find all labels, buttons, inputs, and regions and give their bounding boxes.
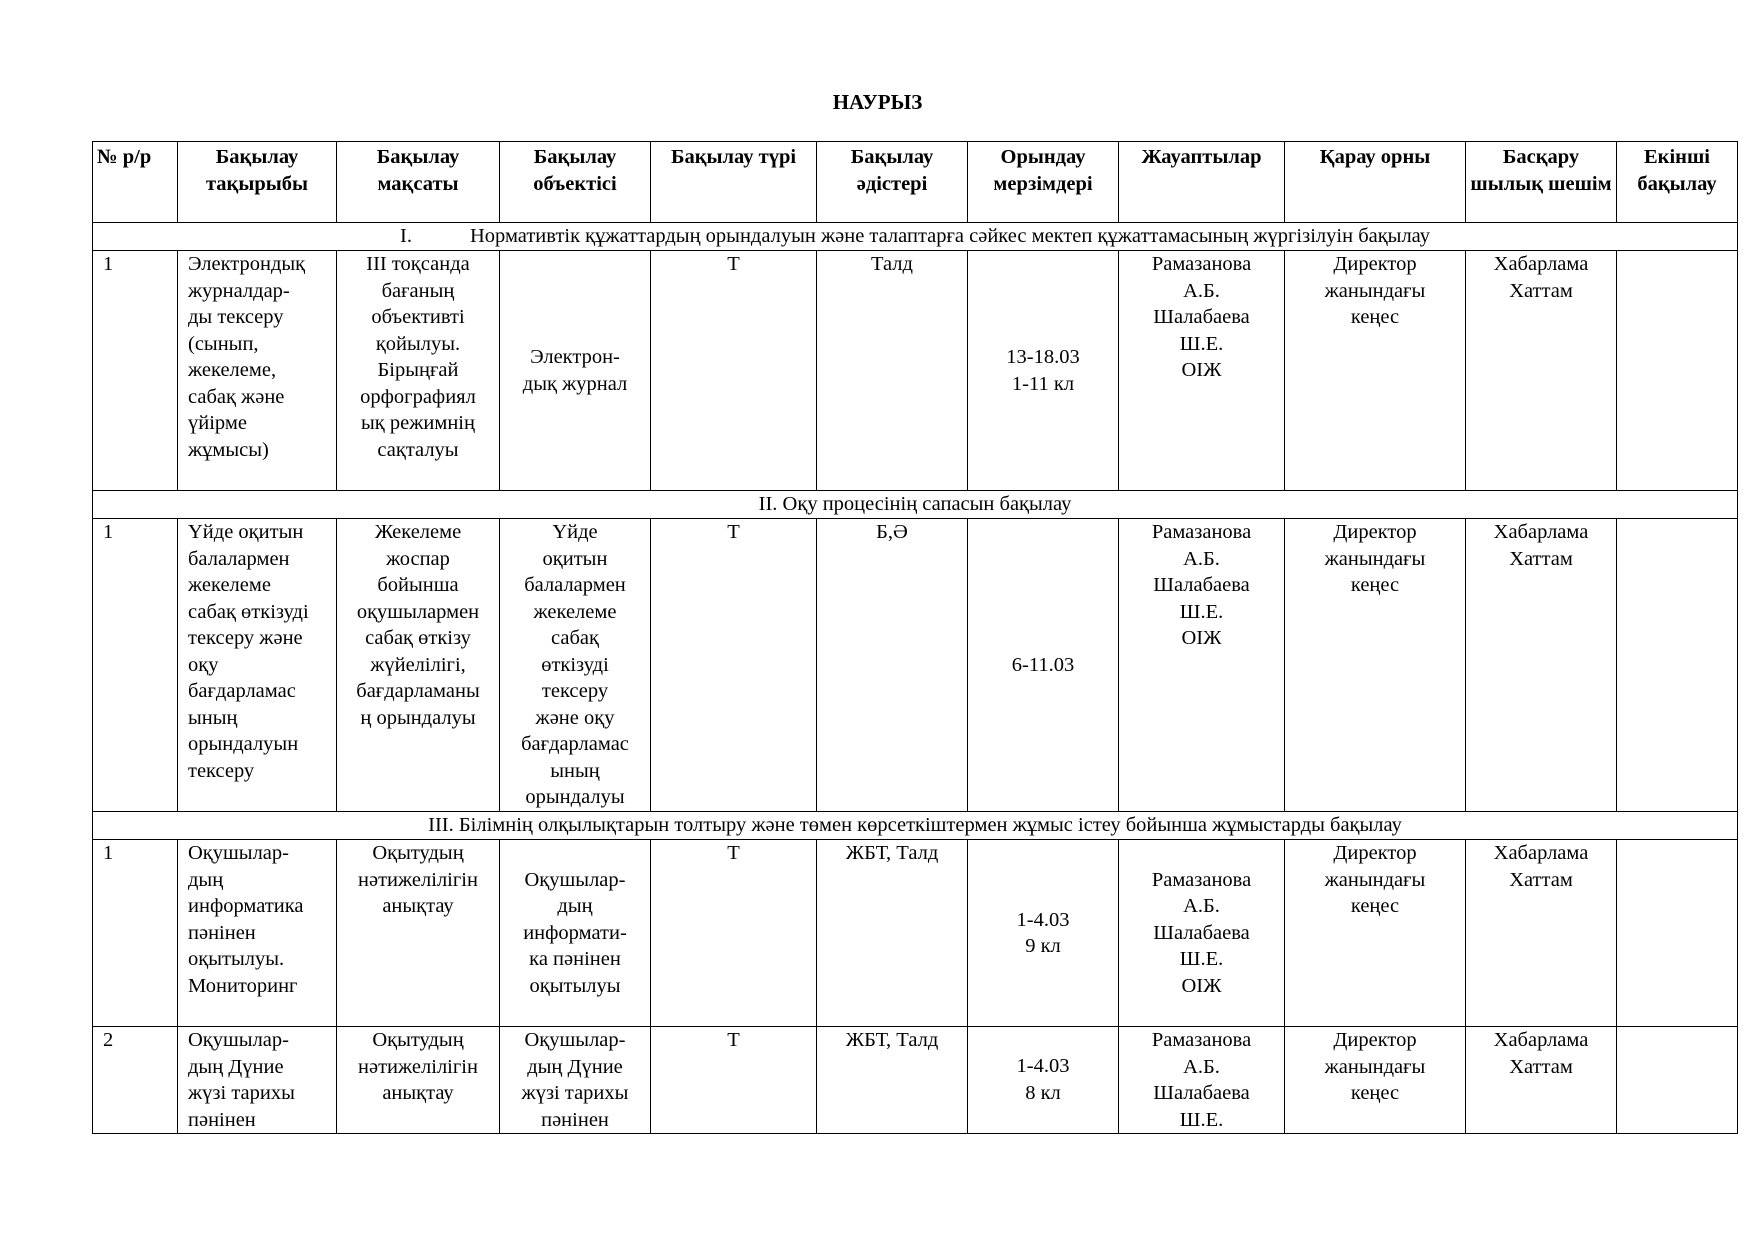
cell-line: Шалабаева xyxy=(1153,574,1250,596)
cell-line: ОІЖ xyxy=(1181,627,1222,649)
cell-line: сабақ xyxy=(551,627,599,649)
cell-line: жүзі тарихы xyxy=(188,1082,295,1104)
section-title-1 xyxy=(93,223,1738,251)
cell-line: Хаттам xyxy=(1509,1055,1573,1078)
table-row xyxy=(93,251,1738,491)
cell-decision xyxy=(1466,519,1617,812)
cell-line: қойылуы. xyxy=(375,332,461,355)
cell-line: Директор xyxy=(1333,521,1417,543)
cell-methods: ЖБТ, Талд xyxy=(817,1027,968,1134)
header-responsible: Жауаптылар xyxy=(1119,142,1285,223)
row-number: 1 xyxy=(93,840,178,1027)
cell-line: ының xyxy=(188,706,238,729)
cell-line: ОІЖ xyxy=(1181,974,1222,997)
dates-lines xyxy=(972,1053,1114,1106)
cell-line: оқу xyxy=(188,653,219,676)
cell-methods: Талд xyxy=(817,251,968,491)
cell-line: ка пәнінен xyxy=(529,948,621,971)
cell-line: жүйелілігі, xyxy=(370,653,466,676)
cell-responsible xyxy=(1119,1027,1285,1134)
cell-line: бағдарламас xyxy=(521,733,629,755)
cell-line: Оқушылар- xyxy=(524,1029,626,1051)
section-row xyxy=(93,812,1738,840)
header-object: Бақылау объектісі xyxy=(500,142,651,223)
header-dates: Орындау мерзімдері xyxy=(968,142,1119,223)
cell-line: Оқытудың xyxy=(372,842,464,864)
section-title-2: II. Оқу процесінің сапасын бақылау xyxy=(93,491,1738,519)
cell-line: Хабарлама xyxy=(1493,1029,1589,1051)
cell-line: А.Б. xyxy=(1183,279,1220,302)
cell-line: ОІЖ xyxy=(1181,359,1222,381)
cell-line: Директор xyxy=(1333,253,1417,275)
cell-line: Шалабаева xyxy=(1153,306,1250,328)
cell-type: Т xyxy=(651,1027,817,1134)
cell-methods: Б,Ә xyxy=(817,519,968,812)
cell-line: жанындағы xyxy=(1324,1055,1426,1078)
cell-line: Хабарлама xyxy=(1493,842,1589,864)
cell-line: жанындағы xyxy=(1324,279,1426,302)
row-number: 2 xyxy=(93,1027,178,1134)
cell-line: орындалуын xyxy=(188,733,299,755)
cell-line: Шалабаева xyxy=(1153,921,1250,944)
table-row xyxy=(93,840,1738,1027)
cell-responsible xyxy=(1119,519,1285,812)
cell-line: ң орындалуы xyxy=(360,706,476,729)
cell-line: информатика xyxy=(188,895,304,917)
cell-line: 13-18.03 xyxy=(1006,346,1080,368)
cell-line: Оқушылар- xyxy=(188,842,289,864)
cell-object xyxy=(500,840,651,1027)
header-methods: Бақылау әдістері xyxy=(817,142,968,223)
cell-line: оқитын xyxy=(542,547,608,570)
cell-line: нәтижелілігін xyxy=(358,1055,478,1078)
header-second: Екінші бақылау xyxy=(1617,142,1738,223)
cell-line: 9 кл xyxy=(1025,935,1061,957)
cell-responsible xyxy=(1119,840,1285,1027)
cell-line: А.Б. xyxy=(1183,547,1220,570)
cell-responsible xyxy=(1119,251,1285,491)
cell-second xyxy=(1617,251,1738,491)
cell-line: Хаттам xyxy=(1509,547,1573,570)
cell-line: анықтау xyxy=(382,895,454,917)
cell-line: кеңес xyxy=(1350,895,1400,917)
cell-goal xyxy=(337,1027,500,1134)
cell-line: Хабарлама xyxy=(1493,253,1589,275)
header-decision: Басқару шылық шешім xyxy=(1466,142,1617,223)
cell-line: кеңес xyxy=(1350,574,1400,596)
cell-line: орфографиял xyxy=(360,385,476,408)
cell-review xyxy=(1285,251,1466,491)
cell-line: Ш.Е. xyxy=(1179,600,1224,623)
cell-line: Үйде xyxy=(552,521,598,543)
cell-line: Рамазанова xyxy=(1151,253,1252,275)
header-type: Бақылау түрі xyxy=(651,142,817,223)
cell-line: 1-4.03 xyxy=(1016,908,1070,931)
cell-methods: ЖБТ, Талд xyxy=(817,840,968,1027)
cell-review xyxy=(1285,519,1466,812)
cell-line: Директор xyxy=(1333,842,1417,864)
cell-line: Рамазанова xyxy=(1151,868,1252,891)
cell-line: 1-11 кл xyxy=(1011,372,1075,395)
cell-type: Т xyxy=(651,519,817,812)
section-row xyxy=(93,491,1738,519)
cell-line: тексеру xyxy=(188,759,255,782)
header-topic: Бақылау тақырыбы xyxy=(178,142,337,223)
cell-line: кеңес xyxy=(1350,306,1400,328)
cell-decision xyxy=(1466,251,1617,491)
cell-line: пәнінен xyxy=(188,921,256,944)
cell-object xyxy=(500,251,651,491)
cell-line: Оқушылар- xyxy=(188,1029,289,1051)
section-row xyxy=(93,223,1738,251)
cell-line: дың Дүние xyxy=(188,1055,284,1078)
cell-goal xyxy=(337,519,500,812)
cell-line: нәтижелілігін xyxy=(358,868,478,891)
cell-line: орындалуы xyxy=(525,786,625,808)
cell-line: Электрон- xyxy=(530,346,620,368)
cell-line: Үйде оқитын xyxy=(188,521,304,543)
cell-second xyxy=(1617,1027,1738,1134)
cell-line: 8 кл xyxy=(1025,1081,1061,1104)
cell-line: сабақ және xyxy=(188,385,285,408)
cell-line: Хабарлама xyxy=(1493,521,1589,543)
cell-line: жұмысы) xyxy=(188,438,269,461)
page-title: НАУРЫЗ xyxy=(832,90,923,114)
cell-review xyxy=(1285,1027,1466,1134)
cell-line: Бірыңғай xyxy=(377,359,459,381)
cell-line: өткізуді xyxy=(541,653,609,676)
cell-line: информати- xyxy=(523,921,627,944)
cell-line: Оқытудың xyxy=(372,1029,464,1051)
cell-line: А.Б. xyxy=(1183,895,1220,918)
cell-line: дың xyxy=(557,895,593,918)
cell-line: жекелеме, xyxy=(188,359,277,381)
header-review: Қарау орны xyxy=(1285,142,1466,223)
section-text: Нормативтік құжаттардың орындалуын және талаптарға сәйкес мектеп құжаттамасының жүргізілуін бақылау xyxy=(469,225,1430,247)
cell-line: объективті xyxy=(371,306,465,328)
cell-second xyxy=(1617,519,1738,812)
control-plan-table xyxy=(92,141,1738,1134)
cell-line: анықтау xyxy=(382,1082,454,1104)
cell-line: үйірме xyxy=(188,412,247,434)
cell-topic xyxy=(178,1027,337,1134)
cell-line: және оқу xyxy=(535,706,615,729)
cell-line: оқытылуы. xyxy=(188,948,285,970)
cell-dates xyxy=(968,251,1119,491)
cell-line: Рамазанова xyxy=(1151,1029,1252,1051)
cell-line: балалармен xyxy=(188,547,290,570)
cell-line: кеңес xyxy=(1350,1082,1400,1104)
cell-line: жекелеме xyxy=(533,600,617,623)
cell-line: жанындағы xyxy=(1324,547,1426,570)
cell-line: Оқушылар- xyxy=(524,868,626,891)
row-number: 1 xyxy=(93,251,178,491)
cell-line: бағдарламаны xyxy=(356,680,480,702)
cell-topic xyxy=(178,519,337,812)
table-row xyxy=(93,519,1738,812)
cell-line: дың xyxy=(188,868,224,891)
cell-line: Электрондық xyxy=(188,253,306,275)
cell-goal xyxy=(337,840,500,1027)
cell-line: Рамазанова xyxy=(1151,521,1252,543)
cell-review xyxy=(1285,840,1466,1027)
cell-line: сабақ өткізу xyxy=(365,627,471,649)
cell-goal xyxy=(337,251,500,491)
cell-line: пәнінен xyxy=(188,1108,256,1131)
cell-line: сақталуы xyxy=(377,438,459,461)
cell-line: жекелеме xyxy=(188,574,271,596)
cell-line: Ш.Е. xyxy=(1179,332,1224,355)
cell-line: Ш.Е. xyxy=(1179,1108,1224,1131)
row-number: 1 xyxy=(93,519,178,812)
cell-line: Ш.Е. xyxy=(1179,948,1224,971)
cell-line: А.Б. xyxy=(1183,1055,1220,1078)
cell-line: бойынша xyxy=(377,574,459,596)
cell-line: журналдар- xyxy=(188,279,290,302)
cell-topic xyxy=(178,840,337,1027)
cell-type: Т xyxy=(651,251,817,491)
cell-line: оқушылармен xyxy=(356,600,480,623)
cell-line: тексеру xyxy=(541,680,609,702)
cell-line: балалармен xyxy=(524,574,626,596)
cell-line: Хаттам xyxy=(1509,279,1573,302)
cell-type: Т xyxy=(651,840,817,1027)
cell-line: Шалабаева xyxy=(1153,1082,1250,1104)
cell-line: 6-11.03 xyxy=(1011,653,1075,676)
cell-second xyxy=(1617,840,1738,1027)
cell-line: Директор xyxy=(1333,1029,1417,1051)
cell-decision xyxy=(1466,840,1617,1027)
cell-line: пәнінен xyxy=(541,1108,609,1131)
cell-line: жоспар xyxy=(386,547,450,570)
cell-line: дық журнал xyxy=(522,372,628,395)
cell-dates xyxy=(968,519,1119,812)
table-row xyxy=(93,1027,1738,1134)
cell-object xyxy=(500,519,651,812)
cell-line: ының xyxy=(550,759,600,782)
header-goal: Бақылау мақсаты xyxy=(337,142,500,223)
header-number: № р/р xyxy=(93,142,178,223)
cell-line: оқытылуы xyxy=(529,974,621,997)
cell-object xyxy=(500,1027,651,1134)
cell-line: дың Дүние xyxy=(527,1055,623,1078)
cell-line: (сынып, xyxy=(188,332,259,355)
cell-line: ІІІ тоқсанда xyxy=(366,253,470,275)
cell-line: бағдарламас xyxy=(188,680,296,702)
cell-dates xyxy=(968,1027,1119,1134)
cell-line: Хаттам xyxy=(1509,868,1573,891)
cell-line: жүзі тарихы xyxy=(521,1082,629,1104)
cell-line: Мониторинг xyxy=(188,974,298,997)
cell-line: ды тексеру xyxy=(188,306,284,328)
cell-line: ық режимнің xyxy=(361,412,475,434)
cell-dates xyxy=(968,840,1119,1027)
cell-line: жанындағы xyxy=(1324,868,1426,891)
section-title-3: III. Білімнің олқылықтарын толтыру және төмен көрсеткіштермен жұмыс істеу бойынша жұмыстарды бақылау xyxy=(93,812,1738,840)
cell-topic xyxy=(178,251,337,491)
cell-line: сабақ өткізуді xyxy=(188,600,309,623)
cell-line: 1-4.03 xyxy=(1016,1055,1070,1077)
section-numeral: I. xyxy=(400,225,412,247)
cell-line: бағаның xyxy=(381,279,455,302)
header-row xyxy=(93,142,1738,223)
cell-line: тексеру және xyxy=(188,627,303,649)
cell-line: Жекелеме xyxy=(374,521,462,543)
cell-decision xyxy=(1466,1027,1617,1134)
